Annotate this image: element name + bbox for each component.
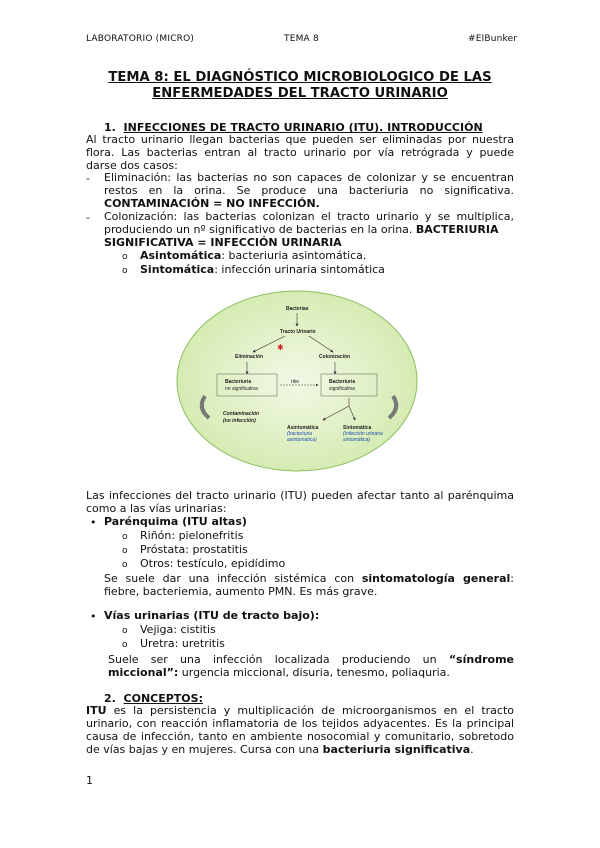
sub-item-text: : bacteriuria asintomática. bbox=[221, 249, 367, 262]
vias-item: Vejiga: cistitis bbox=[140, 623, 216, 636]
desc-text: Se suele dar una infección sistémica con bbox=[104, 572, 362, 585]
intro-line-2: flora. Las bacterias entran al tracto urinario por vía retrógrada y puede bbox=[86, 146, 514, 159]
itu-intro-line-2: como a las vías urinarias: bbox=[86, 502, 227, 515]
concept-text: es la persistencia y multiplicación de microorganismos en el tracto bbox=[106, 704, 514, 717]
bullet-marker: • bbox=[90, 516, 97, 529]
parenquima-desc-line-2: fiebre, bacteriemia, aumento PMN. Es más grave. bbox=[104, 585, 378, 598]
elim-line-1: Eliminación: las bacterias no son capaces de colonizar y se encuentran bbox=[104, 171, 514, 184]
dash-marker: - bbox=[86, 211, 90, 224]
desc-bold: “síndrome bbox=[448, 653, 514, 666]
page-title bbox=[60, 70, 540, 102]
circle-bullet: o bbox=[122, 532, 128, 542]
sub-item-asintomatica bbox=[140, 250, 366, 263]
elim-line-2: restos en la orina. Se produce una bacteriuria no significativa. bbox=[104, 184, 514, 197]
parenquima-item: Otros: testículo, epidídimo bbox=[140, 557, 286, 570]
concept-text: . bbox=[470, 743, 474, 756]
section-1-title: INFECCIONES DE TRACTO URINARIO (ITU). INTRODUCCIÓN bbox=[123, 121, 483, 134]
contam-line-1: Contaminación bbox=[223, 411, 260, 417]
sub-item-text: : infección urinaria sintomática bbox=[214, 263, 385, 276]
concept-line-2: urinario, con reacción inflamatoria de los tejidos adyacentes. Es la principal bbox=[86, 717, 514, 730]
desc-text: : bbox=[510, 572, 514, 585]
node-colonizacion: Colonización bbox=[319, 354, 351, 360]
vias-label: Vías urinarias (ITU de tracto bajo): bbox=[104, 609, 320, 622]
cross-icon: ✱ bbox=[277, 343, 284, 352]
circle-bullet: o bbox=[122, 252, 128, 262]
header-subject: LABORATORIO (MICRO) bbox=[86, 34, 195, 44]
circle-bullet: o bbox=[122, 640, 128, 650]
asint-line-3: asintomática) bbox=[287, 437, 317, 443]
node-eliminacion: Eliminación bbox=[235, 354, 264, 360]
intro-line-3: darse dos casos: bbox=[86, 159, 178, 172]
dash-marker: - bbox=[86, 172, 90, 185]
colon-conclusion: SIGNIFICATIVA = INFECCIÓN URINARIA bbox=[104, 236, 342, 249]
colon-line-2-bold: BACTERIURIA bbox=[415, 223, 499, 236]
concept-line-4 bbox=[86, 744, 514, 757]
section-2-title: CONCEPTOS: bbox=[123, 692, 203, 705]
contam-line-2: (no infección) bbox=[223, 418, 256, 424]
vias-desc-line-2 bbox=[108, 667, 514, 680]
header-tag: #ElBunker bbox=[468, 34, 518, 44]
node-bacterias: Bacterias bbox=[286, 306, 309, 312]
sub-item-bold: Asintomática bbox=[140, 249, 222, 262]
asint-line-2: (bacteriuria bbox=[287, 431, 313, 437]
sint-line-1: Sintomática bbox=[343, 425, 372, 431]
concept-bold: bacteriuria significativa bbox=[322, 743, 471, 756]
concept-text: de vías bajas y en mujeres. Cursa con una bbox=[86, 743, 323, 756]
itu-bold: ITU bbox=[86, 704, 107, 717]
desc-text: urgencia miccional, disuria, tenesmo, poliaquria. bbox=[178, 666, 450, 679]
header-topic: TEMA 8 bbox=[284, 34, 319, 44]
left-box-line-2: no significativa bbox=[225, 386, 258, 392]
page-number: 1 bbox=[86, 774, 93, 787]
parenquima-desc-line-1 bbox=[104, 573, 514, 586]
colon-line-2-text: produciendo un nº significativo de bacterias en la orina. bbox=[104, 223, 416, 236]
concept-line-3: causa de infección, tanto en ambiente nosocomial y comunitario, sobretodo bbox=[86, 730, 514, 743]
circle-bullet: o bbox=[122, 266, 128, 276]
parenquima-item: Riñón: pielonefritis bbox=[140, 529, 244, 542]
parenquima-item: Próstata: prostatitis bbox=[140, 543, 248, 556]
circle-bullet: o bbox=[122, 560, 128, 570]
sub-item-sintomatica bbox=[140, 264, 385, 277]
circle-bullet: o bbox=[122, 626, 128, 636]
left-box-line-1: Bacteriuria bbox=[225, 379, 252, 385]
node-tracto: Tracto Urinario bbox=[280, 329, 316, 335]
intro-line-1: Al tracto urinario llegan bacterias que pueden ser eliminadas por nuestra bbox=[86, 133, 514, 146]
section-1-number: 1. bbox=[104, 121, 116, 134]
elim-conclusion: CONTAMINACIÓN = NO INFECCIÓN. bbox=[104, 197, 320, 210]
section-2-number: 2. bbox=[104, 692, 116, 705]
colon-line-2 bbox=[104, 224, 514, 237]
vias-desc-line-1 bbox=[108, 654, 514, 667]
itu-intro-line-1: Las infecciones del tracto urinario (ITU) pueden afectar tanto al parénquima bbox=[86, 489, 514, 502]
right-box-line-1: Bacteriuria bbox=[329, 379, 356, 385]
vias-item: Uretra: uretritis bbox=[140, 637, 225, 650]
desc-text: Suele ser una infección localizada produciendo un bbox=[108, 653, 449, 666]
arrow-label: rike bbox=[291, 379, 300, 385]
colon-line-1: Colonización: las bacterias colonizan el tracto urinario y se multiplica, bbox=[104, 210, 514, 223]
concept-line-1 bbox=[86, 705, 514, 718]
desc-bold: sintomatología general bbox=[361, 572, 511, 585]
bullet-marker: • bbox=[90, 610, 97, 623]
asint-line-1: Asintomática bbox=[287, 425, 319, 431]
desc-bold: miccional”: bbox=[108, 666, 179, 679]
parenquima-label: Parénquima (ITU altas) bbox=[104, 515, 247, 528]
title-line-1: TEMA 8: EL DIAGNÓSTICO MICROBIOLOGICO DE LAS bbox=[108, 70, 492, 85]
sint-line-2: (Infección urinaria bbox=[343, 431, 383, 437]
right-box-line-2: significativa bbox=[329, 386, 355, 392]
circle-bullet: o bbox=[122, 546, 128, 556]
title-line-2: ENFERMEDADES DEL TRACTO URINARIO bbox=[152, 86, 448, 101]
itu-diagram bbox=[175, 288, 420, 474]
sint-line-3: sintomática) bbox=[343, 437, 370, 443]
sub-item-bold: Sintomática bbox=[140, 263, 215, 276]
